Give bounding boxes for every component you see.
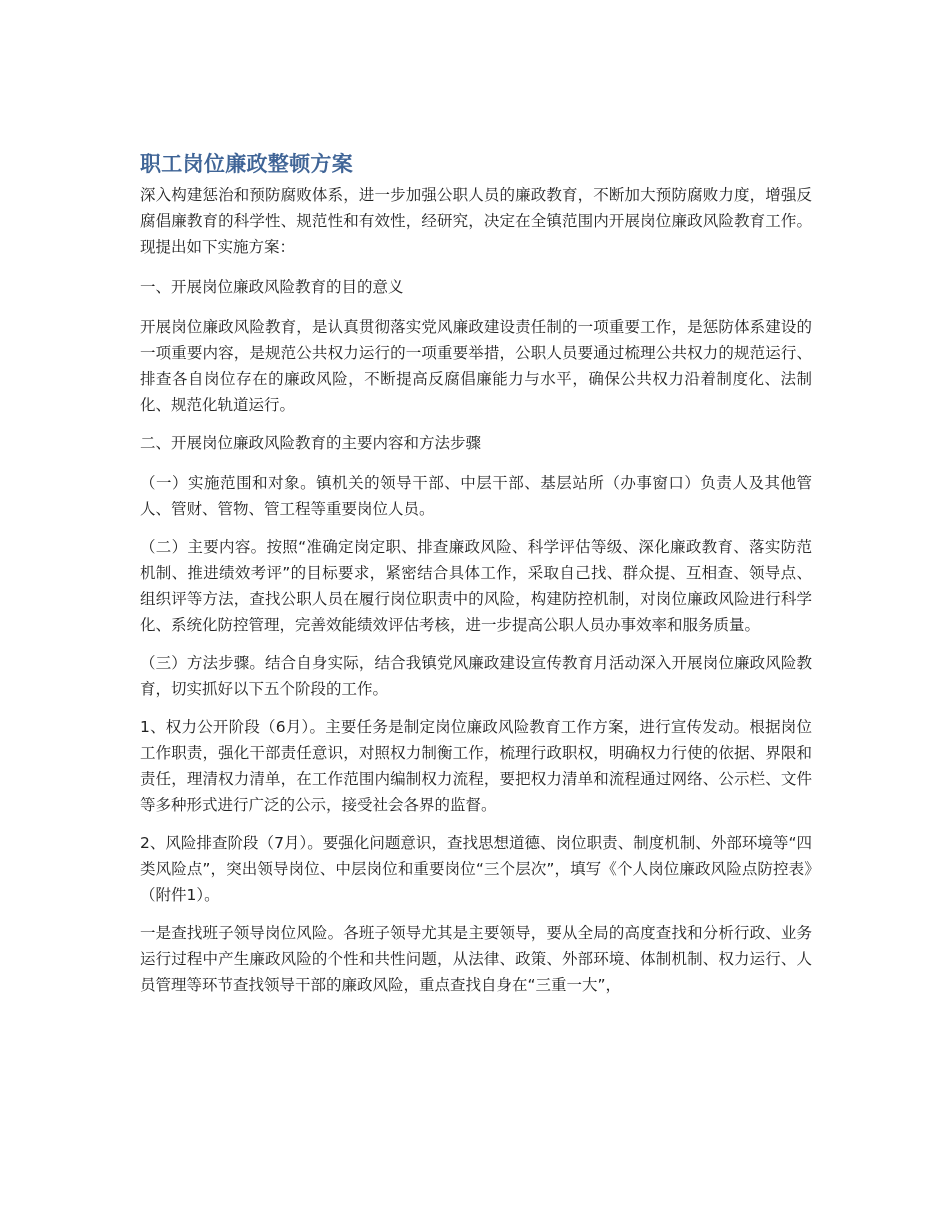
- paragraph-stage-1: 1、权力公开阶段（6月）。主要任务是制定岗位廉政风险教育工作方案，进行宣传发动。根据岗位工作职责，强化干部责任意识，对照权力制衡工作，梳理行政职权，明确权力行使的依据、界限和责任，理清权力清单，在工作范围内编制权力流程，要把权力清单和流程通过网络、公示栏、文件等多种形式进行广泛的公示，接受社会各界的监督。: [140, 718, 812, 814]
- section-heading-1: 一、开展岗位廉政风险教育的目的意义: [140, 278, 404, 296]
- paragraph-scope: （一）实施范围和对象。镇机关的领导干部、中层干部、基层站所（办事窗口）负责人及其他管人、管财、管物、管工程等重要岗位人员。: [140, 474, 812, 518]
- document-title: 职工岗位廉政整顿方案: [140, 152, 353, 176]
- document-page: [140, 148, 812, 1010]
- paragraph-purpose: 开展岗位廉政风险教育，是认真贯彻落实党风廉政建设责任制的一项重要工作，是惩防体系建设的一项重要内容，是规范公共权力运行的一项重要举措，公职人员要通过梳理公共权力的规范运行、排查各自岗位存在的廉政风险，不断提高反腐倡廉能力与水平，确保公共权力沿着制度化、法制化、规范化轨道运行。: [140, 318, 812, 414]
- section-heading-2: 二、开展岗位廉政风险教育的主要内容和方法步骤: [140, 434, 482, 452]
- paragraph-steps: （三）方法步骤。结合自身实际，结合我镇党风廉政建设宣传教育月活动深入开展岗位廉政风险教育，切实抓好以下五个阶段的工作。: [140, 654, 812, 698]
- paragraph-stage-2: 2、风险排查阶段（7月）。要强化问题意识，查找思想道德、岗位职责、制度机制、外部环境等“四类风险点”，突出领导岗位、中层岗位和重要岗位“三个层次”，填写《个人岗位廉政风险点防控表》（附件1）。: [140, 834, 812, 904]
- paragraph-content: （二）主要内容。按照“准确定岗定职、排查廉政风险、科学评估等级、深化廉政教育、落实防范机制、推进绩效考评”的目标要求，紧密结合具体工作，采取自己找、群众提、互相查、领导点、组织评等方法，查找公职人员在履行岗位职责中的风险，构建防控机制，对岗位廉政风险进行科学化、系统化防控管理，完善效能绩效评估考核，进一步提高公职人员办事效率和服务质量。: [140, 538, 812, 634]
- paragraph-intro: 深入构建惩治和预防腐败体系，进一步加强公职人员的廉政教育，不断加大预防腐败力度，增强反腐倡廉教育的科学性、规范性和有效性，经研究，决定在全镇范围内开展岗位廉政风险教育工作。现提出如下实施方案：: [140, 186, 812, 256]
- paragraph-leadership-risk: 一是查找班子领导岗位风险。各班子领导尤其是主要领导，要从全局的高度查找和分析行政、业务运行过程中产生廉政风险的个性和共性问题，从法律、政策、外部环境、体制机制、权力运行、人员管理等环节查找领导干部的廉政风险，重点查找自身在“三重一大”，: [140, 924, 812, 994]
